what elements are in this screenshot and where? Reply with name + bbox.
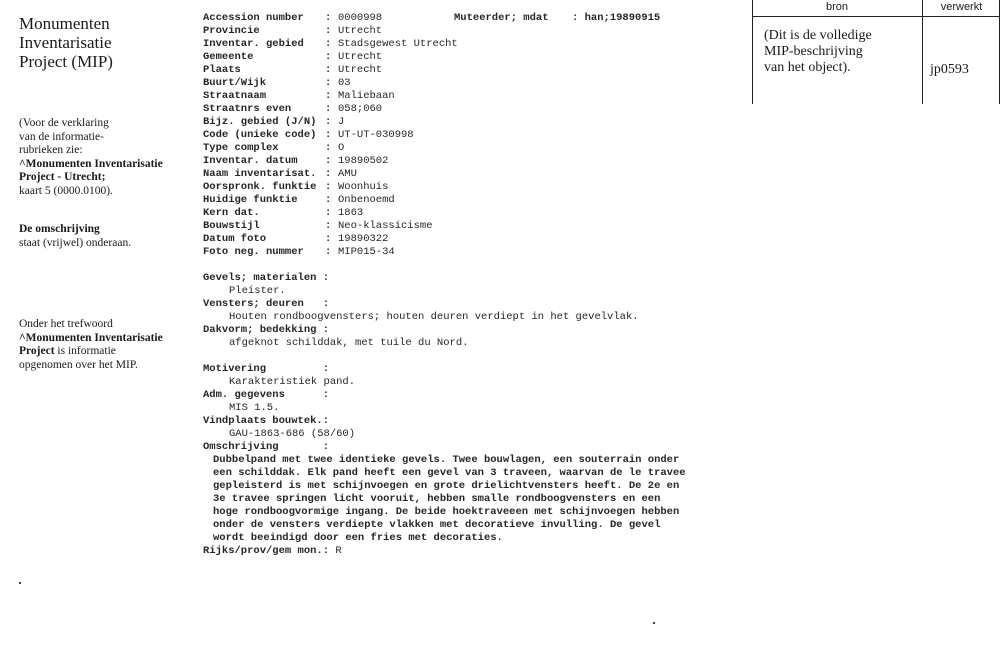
field-value: 0000998 — [338, 12, 383, 24]
scan-speck — [653, 622, 655, 624]
mutator-value: han;19890915 — [584, 12, 661, 24]
field-value: Neo-klassicisme — [338, 220, 433, 232]
field-label: Buurt/Wijk — [203, 77, 267, 89]
field-value: 19890502 — [338, 155, 389, 167]
motivering-label: Motivering : — [203, 363, 330, 375]
field-value: 03 — [338, 77, 351, 89]
field-label: Inventar. gebied — [203, 38, 304, 50]
vensters-text: Houten rondboogvensters; houten deuren verdiept in het gevelvlak. — [229, 311, 639, 323]
field-value: UT-UT-030998 — [338, 129, 414, 141]
source-table — [752, 0, 1000, 104]
field-value: J — [338, 116, 345, 128]
field-value: O — [338, 142, 345, 154]
field-label: Foto neg. nummer — [203, 246, 304, 258]
note-line: (Voor de verklaring — [19, 117, 109, 129]
field-value: Onbenoemd — [338, 194, 395, 206]
field-label: Datum foto — [203, 233, 267, 245]
field-row: Inventar. datum : 19890502 — [203, 155, 389, 167]
adm-text: MIS 1.5. — [229, 402, 280, 414]
record-fields — [203, 12, 458, 259]
field-row: Straatnrs even : 058;060 — [203, 103, 383, 115]
field-value: Stadsgewest Utrecht — [338, 38, 458, 50]
field-row: Provincie : Utrecht — [203, 25, 383, 37]
field-label: Kern dat. — [203, 207, 260, 219]
description-note — [19, 223, 184, 250]
note-reference: Project — [19, 345, 55, 357]
mutator-field: Muteerder; mdat : han;19890915 — [454, 12, 661, 24]
title-line: Monumenten — [19, 14, 110, 33]
field-row: Code (unieke code) : UT-UT-030998 — [203, 129, 414, 141]
source-description — [764, 28, 919, 76]
field-label: Gemeente — [203, 51, 254, 63]
field-label: Naam inventarisat. — [203, 168, 317, 180]
source-line: van het object). — [764, 60, 851, 75]
note-emphasis: De omschrijving — [19, 223, 100, 235]
description-line: onder de vensters verdiepte vlakken met decoratieve invulling. De gevel — [213, 519, 661, 531]
description-line: hoge rondboogvormige ingang. De beide hoektraveeen met schijnvoegen hebben — [213, 506, 680, 518]
field-value: 1863 — [338, 207, 364, 219]
note-reference: ^Monumenten Inventarisatie — [19, 157, 163, 170]
field-row: Accession number : 0000998 — [203, 12, 383, 24]
field-value: Utrecht — [338, 64, 383, 76]
note-line: kaart 5 (0000.0100). — [19, 184, 113, 197]
field-label: Straatnaam — [203, 90, 267, 102]
note-reference: Project - Utrecht; — [19, 171, 106, 183]
field-label: Bijz. gebied (J/N) — [203, 116, 317, 128]
field-row: Bijz. gebied (J/N) : J — [203, 116, 345, 128]
field-label: Inventar. datum — [203, 155, 298, 167]
field-value: Maliebaan — [338, 90, 395, 102]
column-header-bron: bron — [825, 1, 849, 13]
field-label: Provincie — [203, 25, 260, 37]
field-row: Inventar. gebied : Stadsgewest Utrecht — [203, 38, 458, 50]
omschrijving-label: Omschrijving : — [203, 441, 330, 453]
field-label: Type complex — [203, 142, 279, 154]
field-label: Bouwstijl — [203, 220, 260, 232]
field-row: Datum foto : 19890322 — [203, 233, 389, 245]
title-line: Inventarisatie — [19, 33, 112, 52]
field-label: Plaats — [203, 64, 241, 76]
note-line: Onder het trefwoord — [19, 318, 113, 330]
scan-speck — [19, 582, 21, 584]
description-line: Dubbelpand met twee identieke gevels. Twee bouwlagen, een souterrain onder — [213, 454, 680, 466]
field-label: Code (unieke code) — [203, 129, 317, 141]
motivering-text: Karakteristiek pand. — [229, 376, 356, 388]
rijks-value: R — [335, 545, 342, 557]
source-line: (Dit is de volledige — [764, 28, 872, 43]
field-row: Oorspronk. funktie : Woonhuis — [203, 181, 389, 193]
field-value: Utrecht — [338, 51, 383, 63]
field-row: Huidige funktie : Onbenoemd — [203, 194, 395, 206]
keyword-note — [19, 318, 184, 372]
field-value: AMU — [338, 168, 357, 180]
rijks-monument-field — [203, 545, 686, 558]
field-row: Plaats : Utrecht — [203, 64, 383, 76]
field-row: Foto neg. nummer : MIP015-34 — [203, 246, 395, 258]
description-line: een schilddak. Elk pand heeft een gevel van 3 traveen, waarvan de le travee — [213, 467, 686, 479]
field-label: Straatnrs even — [203, 103, 292, 115]
gevels-label: Gevels; materialen : — [203, 272, 330, 284]
dakvorm-text: afgeknot schilddak, met tuile du Nord. — [229, 337, 469, 349]
dakvorm-label: Dakvorm; bedekking : — [203, 324, 330, 336]
field-value: 19890322 — [338, 233, 389, 245]
note-line: van de informatie- — [19, 130, 104, 143]
record-sections — [203, 272, 686, 558]
note-line: rubrieken zie: — [19, 144, 83, 156]
field-row: Bouwstijl : Neo-klassicisme — [203, 220, 433, 232]
field-label: Accession number — [203, 12, 304, 24]
field-row: Straatnaam : Maliebaan — [203, 90, 395, 102]
explanation-note — [19, 117, 184, 198]
field-row: Buurt/Wijk : 03 — [203, 77, 351, 89]
adm-label: Adm. gegevens : — [203, 389, 330, 401]
field-value: 058;060 — [338, 103, 383, 115]
description-line: wordt beeindigd door een fries met decoraties. — [213, 532, 503, 544]
field-row: Type complex : O — [203, 142, 345, 154]
mutator-label: Muteerder; mdat — [454, 12, 549, 24]
field-label: Oorspronk. funktie — [203, 181, 317, 193]
note-line: staat (vrijwel) onderaan. — [19, 236, 132, 249]
field-row: Kern dat. : 1863 — [203, 207, 364, 219]
description-line: gepleisterd is met schijnvoegen en grote drielichtvensters heeft. De 2e en — [213, 480, 680, 492]
note-line: is informatie — [54, 345, 116, 357]
column-header-verwerkt: verwerkt — [940, 1, 983, 13]
field-row: Naam inventarisat. : AMU — [203, 168, 357, 180]
field-value: Woonhuis — [338, 181, 389, 193]
field-label: Huidige funktie — [203, 194, 298, 206]
source-line: MIP-beschrijving — [764, 44, 863, 59]
field-value: MIP015-34 — [338, 246, 395, 258]
gevels-text: Pleister. — [229, 285, 286, 297]
field-value: Utrecht — [338, 25, 383, 37]
processed-code: jp0593 — [930, 62, 969, 77]
vensters-label: Vensters; deuren : — [203, 298, 330, 310]
vindplaats-label: Vindplaats bouwtek.: — [203, 415, 330, 427]
description-line: 3e travee springen licht vooruit, hebben smalle rondboogvensters en een — [213, 493, 661, 505]
vindplaats-text: GAU-1863-686 (58/60) — [229, 428, 356, 440]
rijks-label: Rijks/prov/gem mon.: — [203, 545, 330, 557]
field-row: Gemeente : Utrecht — [203, 51, 383, 63]
page-title — [19, 14, 179, 71]
note-reference: ^Monumenten Inventarisatie — [19, 331, 163, 344]
title-line: Project (MIP) — [19, 52, 113, 71]
note-line: opgenomen over het MIP. — [19, 358, 138, 371]
